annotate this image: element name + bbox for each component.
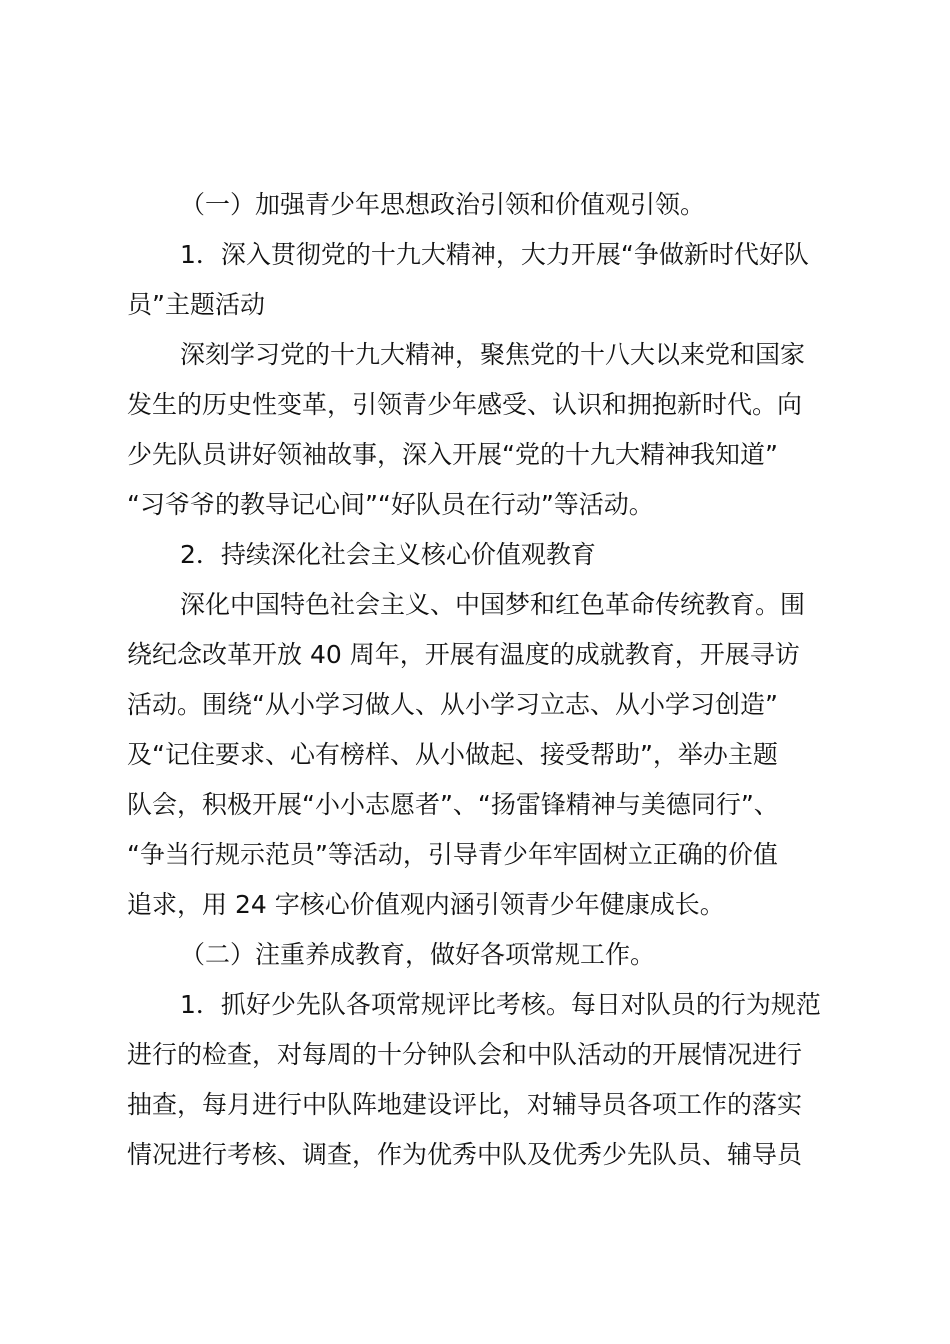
paragraph-line: 情况进行考核、调查，作为优秀中队及优秀少先队员、辅导员 [127,1140,803,1169]
paragraph-line: 1．抓好少先队各项常规评比考核。每日对队员的行为规范 [180,990,821,1019]
paragraph-line: “争当行规示范员”等活动，引导青少年牢固树立正确的价值 [127,840,778,869]
section-heading-2: （二）注重养成教育，做好各项常规工作。 [180,940,656,969]
paragraph-line: 追求，用 24 字核心价值观内涵引领青少年健康成长。 [127,890,725,919]
paragraph-line: 抽查，每月进行中队阵地建设评比，对辅导员各项工作的落实 [127,1090,803,1119]
section-heading-1: （一）加强青少年思想政治引领和价值观引领。 [180,190,706,219]
paragraph-line: 深刻学习党的十九大精神，聚焦党的十八大以来党和国家 [180,340,806,369]
subheading-1-1: 1．深入贯彻党的十九大精神，大力开展“争做新时代好队 [180,240,809,269]
paragraph-line: 及“记住要求、心有榜样、从小做起、接受帮助”，举办主题 [127,740,778,769]
paragraph-line: 进行的检查，对每周的十分钟队会和中队活动的开展情况进行 [127,1040,803,1069]
paragraph-line: 深化中国特色社会主义、中国梦和红色革命传统教育。围 [180,590,806,619]
paragraph-line: “习爷爷的教导记心间”“好队员在行动”等活动。 [127,490,654,519]
paragraph-line: 发生的历史性变革，引领青少年感受、认识和拥抱新时代。向 [127,390,803,419]
paragraph-line: 少先队员讲好领袖故事，深入开展“党的十九大精神我知道” [127,440,778,469]
paragraph-line: 队会，积极开展“小小志愿者”、“扬雷锋精神与美德同行”、 [127,790,779,819]
subheading-1-2: 2．持续深化社会主义核心价值观教育 [180,540,596,569]
paragraph-line: 活动。围绕“从小学习做人、从小学习立志、从小学习创造” [127,690,778,719]
subheading-1-1-cont: 员”主题活动 [127,290,265,319]
paragraph-line: 绕纪念改革开放 40 周年，开展有温度的成就教育，开展寻访 [127,640,800,669]
